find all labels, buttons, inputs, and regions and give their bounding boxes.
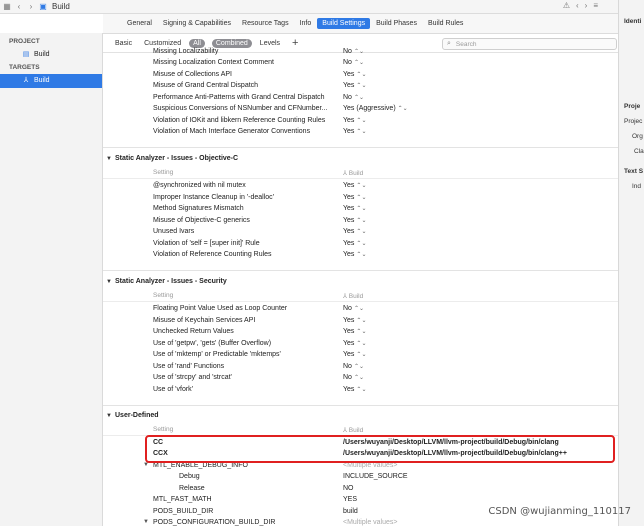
section-divider	[103, 405, 618, 406]
inspector-panel	[618, 0, 644, 526]
stepper-icon: ⌃⌄	[356, 229, 367, 235]
setting-row[interactable]: Missing Localizability No ⌃⌄	[153, 48, 365, 55]
setting-row[interactable]: MTL_FAST_MATH YES	[153, 496, 358, 503]
disclosure-triangle-icon[interactable]: ▼	[143, 519, 149, 525]
stepper-icon: ⌃⌄	[356, 83, 367, 89]
editor-options-icon[interactable]: ≡	[593, 1, 598, 10]
tab-general[interactable]: General	[127, 20, 152, 27]
disclosure-triangle-icon[interactable]: ▼	[106, 156, 112, 162]
stepper-icon: ⌃⌄	[356, 183, 367, 189]
section-header-user-defined[interactable]: ▼ User-Defined	[106, 412, 159, 419]
stepper-icon: ⌃⌄	[356, 252, 367, 258]
column-header: Setting ⅄ Build	[103, 290, 618, 302]
stepper-icon: ⌃⌄	[356, 352, 367, 358]
customized-filter-button[interactable]: Customized	[144, 39, 182, 47]
disclosure-triangle-icon[interactable]: ▼	[143, 461, 149, 468]
setting-row-ccx[interactable]: CCX /Users/wuyanji/Desktop/LLVM/llvm-project/build/Debug/bin/clang++	[153, 450, 567, 457]
setting-row[interactable]: Violation of 'self = [super init]' Rule Yes ⌃⌄	[153, 239, 367, 247]
sidebar-item-target-build[interactable]	[0, 74, 102, 88]
stepper-icon: ⌃⌄	[356, 71, 367, 78]
section-divider	[103, 147, 618, 148]
tab-signing-capabilities[interactable]: Signing & Capabilities	[162, 20, 232, 27]
setting-row[interactable]: Release NO	[179, 484, 354, 492]
setting-row[interactable]: Floating Point Value Used as Loop Counter No ⌃⌄	[153, 305, 365, 312]
stepper-icon: ⌃⌄	[356, 217, 367, 224]
setting-row[interactable]: Misuse of Collections API Yes ⌃⌄	[153, 70, 367, 78]
setting-row[interactable]: ▼ MTL_ENABLE_DEBUG_INFO <Multiple values>	[143, 461, 398, 469]
stepper-icon: ⌃⌄	[356, 386, 367, 393]
setting-row[interactable]: Improper Instance Cleanup in '-dealloc' Yes ⌃⌄	[153, 193, 367, 201]
stepper-icon: ⌃⌄	[356, 206, 367, 212]
section-header-security[interactable]: ▼ Static Analyzer - Issues - Security	[106, 278, 227, 285]
inspector-project-label: Projec	[624, 118, 643, 125]
tab-build-rules[interactable]: Build Rules	[427, 20, 464, 27]
tab-info[interactable]: Info	[299, 20, 312, 27]
stepper-icon: ⌃⌄	[356, 129, 367, 135]
stepper-icon: ⌃⌄	[356, 117, 367, 124]
watermark: CSDN @wujianming_110117	[488, 506, 631, 517]
stepper-icon: ⌃⌄	[353, 94, 365, 101]
tab-resource-tags[interactable]: Resource Tags	[242, 20, 289, 27]
stepper-icon: ⌃⌄	[353, 306, 365, 312]
disclosure-triangle-icon[interactable]: ▼	[106, 279, 112, 285]
sidebar-item-project-build[interactable]	[0, 48, 102, 62]
setting-row[interactable]: Unused Ivars Yes ⌃⌄	[153, 228, 367, 235]
basic-filter-button[interactable]: Basic	[115, 39, 133, 47]
jump-bar	[0, 0, 644, 14]
stepper-icon: ⌃⌄	[356, 340, 367, 347]
setting-row[interactable]: @synchronized with nil mutex Yes ⌃⌄	[153, 182, 367, 189]
stepper-icon: ⌃⌄	[356, 240, 367, 247]
setting-row[interactable]: Use of 'vfork' Yes ⌃⌄	[153, 385, 367, 393]
section-divider	[103, 270, 618, 271]
column-header: Setting ⅄ Build	[103, 167, 618, 179]
setting-row[interactable]: Unchecked Return Values Yes ⌃⌄	[153, 328, 367, 335]
inspector-project-title: Proje	[624, 103, 641, 110]
target-icon: ⅄	[343, 170, 349, 177]
combined-view-button[interactable]: Combined	[212, 39, 252, 48]
setting-row[interactable]: PODS_BUILD_DIR build	[153, 507, 358, 515]
setting-row[interactable]: Suspicious Conversions of NSNumber and CFNumber... Yes (Aggressive) ⌃⌄	[153, 105, 408, 112]
setting-row[interactable]: Misuse of Grand Central Dispatch Yes ⌃⌄	[153, 82, 367, 89]
inspector-indent-label: Ind	[632, 183, 642, 190]
inspector-class-label: Cla	[634, 148, 644, 155]
setting-row[interactable]: Debug INCLUDE_SOURCE	[179, 473, 408, 480]
sidebar-item-label: Build	[34, 77, 50, 84]
project-header: PROJECT	[9, 38, 40, 45]
setting-row[interactable]: Method Signatures Mismatch Yes ⌃⌄	[153, 205, 367, 212]
setting-row[interactable]: Use of 'strcpy' and 'strcat' No ⌃⌄	[153, 374, 365, 381]
tab-build-phases[interactable]: Build Phases	[376, 20, 417, 27]
stepper-icon: ⌃⌄	[356, 194, 367, 201]
target-icon: ⅄	[343, 427, 349, 434]
inspector-org-label: Org	[632, 133, 643, 140]
setting-row[interactable]: Misuse of Objective-C generics Yes ⌃⌄	[153, 216, 367, 224]
search-icon: ⌕	[447, 40, 451, 47]
setting-row[interactable]: Missing Localization Context Comment No ⌃⌄	[153, 59, 365, 66]
highlight-annotation	[145, 435, 615, 463]
inspector-identity-title: Identi	[624, 18, 642, 25]
setting-row[interactable]: Violation of IOKit and libkern Reference Counting Rules Yes ⌃⌄	[153, 116, 367, 124]
project-navigator	[0, 33, 103, 526]
all-filter-button[interactable]: All	[189, 39, 205, 48]
setting-row-cc[interactable]: CC /Users/wuyanji/Desktop/LLVM/llvm-project/build/Debug/bin/clang	[153, 438, 559, 446]
stepper-icon: ⌃⌄	[353, 60, 365, 66]
search-placeholder: Search	[455, 40, 477, 48]
targets-header: TARGETS	[9, 64, 40, 71]
stepper-icon: ⌃⌄	[353, 375, 365, 381]
setting-row[interactable]: Misuse of Keychain Services API Yes ⌃⌄	[153, 316, 367, 324]
setting-row[interactable]: Violation of Mach Interface Generator Conventions Yes ⌃⌄	[153, 128, 367, 135]
setting-row[interactable]: Use of 'mktemp' or Predictable 'mktemps' Yes ⌃⌄	[153, 351, 367, 358]
project-file-icon: ▣	[39, 2, 47, 11]
stepper-icon: ⌃⌄	[353, 49, 365, 55]
setting-row[interactable]: Performance Anti-Patterns with Grand Central Dispatch No ⌃⌄	[153, 93, 365, 101]
editor-tab-bar	[103, 14, 618, 34]
tab-build-settings[interactable]: Build Settings	[317, 18, 370, 29]
target-icon: ⅄	[23, 77, 29, 84]
disclosure-triangle-icon[interactable]: ▼	[106, 413, 112, 419]
column-header: Setting ⅄ Build	[103, 424, 618, 436]
section-header-objc[interactable]: ▼ Static Analyzer - Issues - Objective-C	[106, 155, 239, 162]
inspector-text-title: Text S	[624, 168, 644, 175]
back-arrow-icon[interactable]: ‹	[17, 2, 21, 11]
jump-bar-title[interactable]: Build	[52, 2, 70, 11]
project-icon: ▤	[22, 51, 30, 58]
setting-row[interactable]: ▼ PODS_CONFIGURATION_BUILD_DIR <Multiple values>	[143, 519, 398, 526]
chevron-right-icon[interactable]: ›	[584, 1, 588, 10]
stepper-icon: ⌃⌄	[356, 317, 367, 324]
stepper-icon: ⌃⌄	[353, 363, 365, 370]
add-setting-button[interactable]: +	[292, 37, 299, 49]
setting-row[interactable]: Use of 'getpw', 'gets' (Buffer Overflow) Yes ⌃⌄	[153, 339, 367, 347]
setting-row[interactable]: Use of 'rand' Functions No ⌃⌄	[153, 362, 365, 370]
warning-icon[interactable]: ⚠	[562, 1, 570, 10]
grid-icon[interactable]: ▦	[3, 2, 11, 11]
chevron-left-icon[interactable]: ‹	[575, 1, 579, 10]
sidebar-item-label: Build	[34, 51, 50, 58]
stepper-icon: ⌃⌄	[397, 106, 408, 112]
target-icon: ⅄	[343, 293, 349, 300]
stepper-icon: ⌃⌄	[356, 329, 367, 335]
forward-arrow-icon[interactable]: ›	[29, 2, 33, 11]
levels-view-button[interactable]: Levels	[259, 39, 281, 47]
setting-row[interactable]: Violation of Reference Counting Rules Yes ⌃⌄	[153, 251, 367, 258]
